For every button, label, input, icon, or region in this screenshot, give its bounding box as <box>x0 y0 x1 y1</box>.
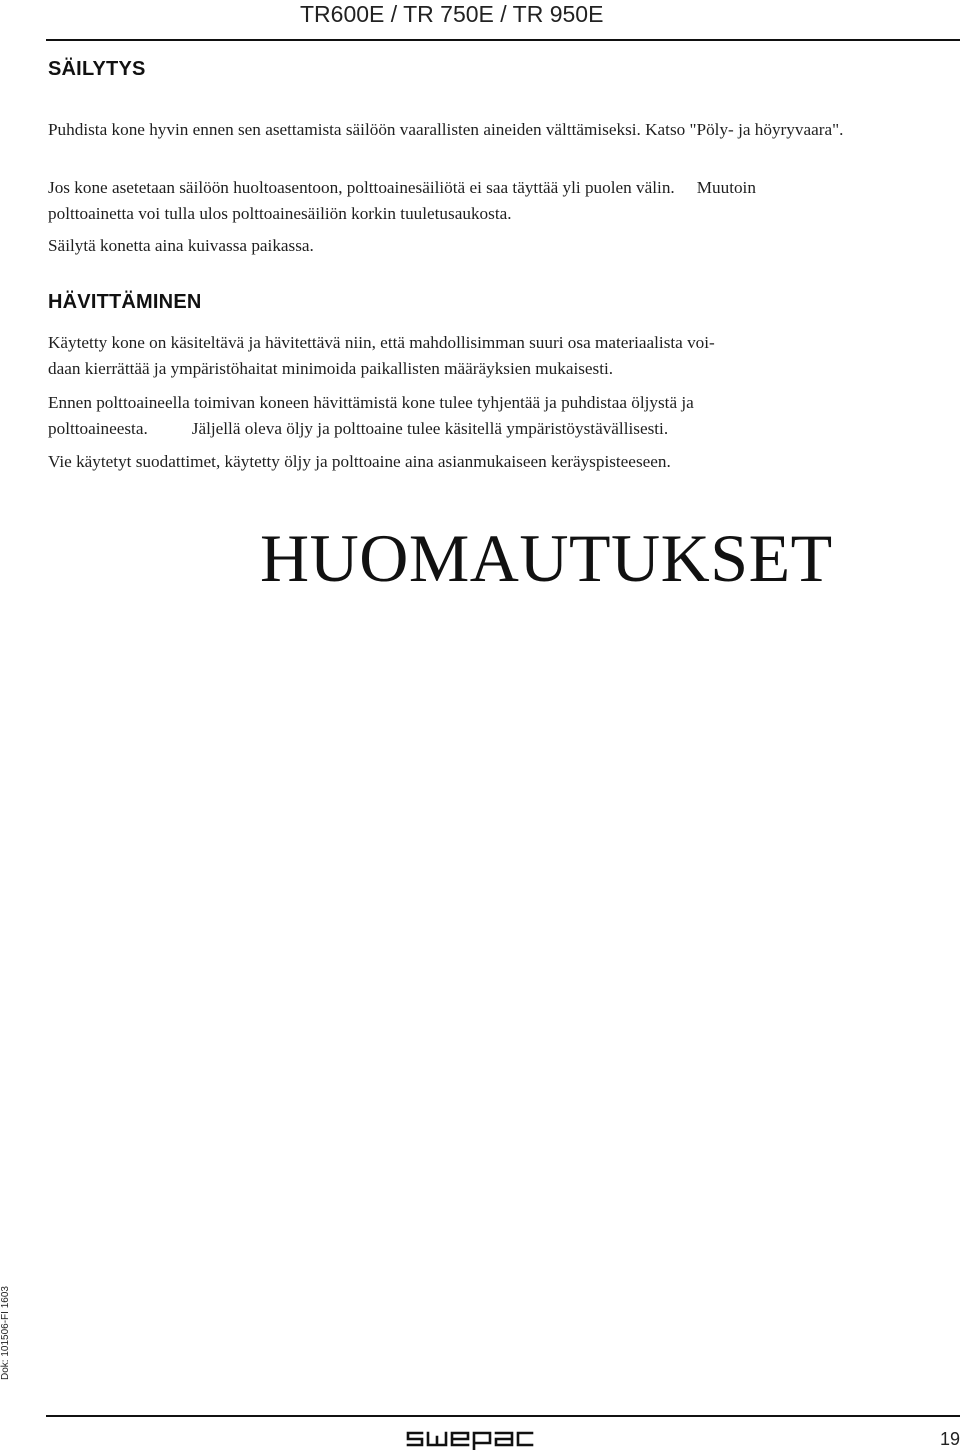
footer-divider <box>46 1415 960 1417</box>
disposal-paragraph-recycling <box>48 330 878 382</box>
disposal-paragraph-draining <box>48 390 878 442</box>
page-number: 19 <box>939 1429 960 1449</box>
storage-heading: SÄILYTYS <box>48 58 146 80</box>
disposal-paragraph-filters: Vie käytetyt suodattimet, käytetty öljy ja polttoaine aina asianmukaiseen keräyspisteeseen. <box>48 452 671 471</box>
storage-paragraph-dry: Säilytä konetta aina kuivassa paikassa. <box>48 236 314 255</box>
disposal-heading: HÄVITTÄMINEN <box>48 291 202 313</box>
document-model-title: TR600E / TR 750E / TR 950E <box>300 1 604 27</box>
document-id: Dok: 101506-FI 1603 <box>0 1286 11 1380</box>
header-divider <box>46 39 960 41</box>
notes-title: HUOMAUTUKSET <box>260 520 833 596</box>
disposal-draining-text-a: polttoaineesta. <box>48 419 148 438</box>
swepac-logo <box>406 1428 534 1450</box>
disposal-draining-text-b: Jäljellä oleva öljy ja polttoaine tulee käsitellä ympäristöystävällisesti. <box>191 419 669 438</box>
storage-paragraph-cleaning: Puhdista kone hyvin ennen sen asettamista säilöön vaarallisten aineiden välttämiseksi. Katso "Pöly- ja höyryvaara". <box>48 120 844 139</box>
storage-fuel-text-b: Muutoin <box>696 178 756 197</box>
disposal-recycling-line-1: Käytetty kone on käsiteltävä ja hävitettävä niin, että mahdollisimman suuri osa materiaalista voi- <box>48 333 715 352</box>
storage-paragraph-fuel <box>48 175 878 227</box>
disposal-recycling-line-2: daan kierrättää ja ympäristöhaitat minimoida paikallisten määräyksien mukaisesti. <box>48 359 614 378</box>
storage-fuel-text-a: Jos kone asetetaan säilöön huoltoasentoon, polttoainesäiliötä ei saa täyttää yli puolen välin. <box>48 178 675 197</box>
storage-fuel-text-c: polttoainetta voi tulla ulos polttoainesäiliön korkin tuuletusaukosta. <box>48 204 512 223</box>
disposal-draining-line-1: Ennen polttoaineella toimivan koneen hävittämistä kone tulee tyhjentää ja puhdistaa öljystä ja <box>48 393 694 412</box>
